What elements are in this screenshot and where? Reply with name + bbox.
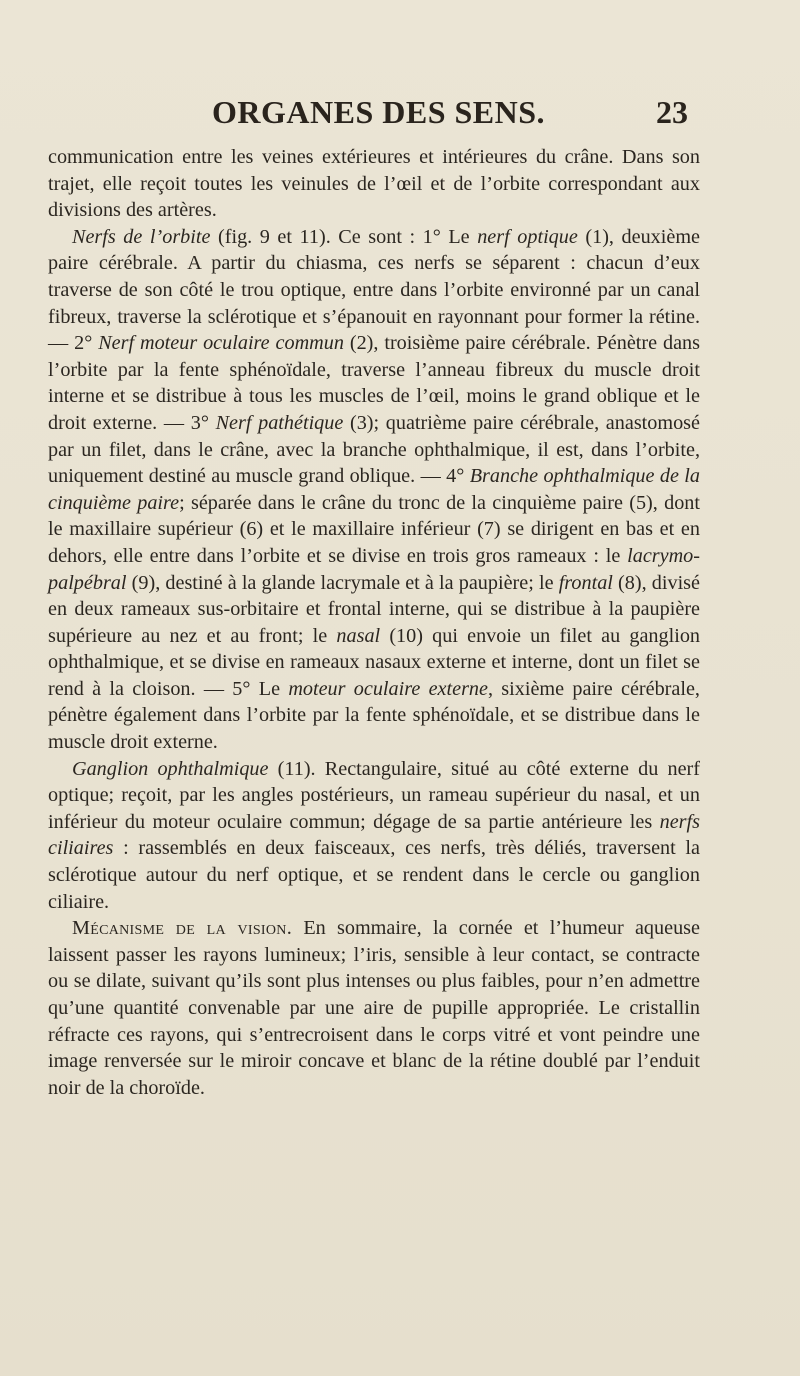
paragraph-mecanisme-de-la-vision bbox=[48, 915, 700, 1101]
page-number: 23 bbox=[656, 94, 688, 130]
italic-term: Ganglion ophthalmique bbox=[72, 757, 269, 780]
text-run: : rassemblés en deux faisceaux, ces nerfs, très déliés, traversent la sclérotique autour du nerf optique, et se rendent dans le cercle ou ganglion ciliaire. bbox=[48, 837, 700, 913]
section-heading: Mécanisme de la vision. bbox=[72, 917, 293, 940]
italic-term: nasal bbox=[336, 624, 381, 647]
text-run: (10) qui envoie un filet au ganglion ophthalmique, et se divise en rameaux nasaux externe et interne, dont un filet se rend à la cloison. — 5° Le bbox=[48, 624, 701, 700]
italic-term: Nerfs de l’orbite bbox=[72, 225, 211, 248]
italic-term: frontal bbox=[558, 571, 613, 594]
text-run: (1), deuxième paire cérébrale. A partir du chiasma, ces nerfs se séparent : chacun d’eux traverse de son côté le trou optique, entre dans l’orbite environné par un canal fibreux, traverse la sclérotique et s’épanouit en rayonnant pour former la rétine.— 2° bbox=[48, 225, 700, 355]
text-run: (11). Rectangulaire, situé au côté externe du nerf optique; reçoit, par les angles postérieurs, un rameau supérieur du nasal, et un inférieur du moteur oculaire commun; dégage de sa partie antérieure les bbox=[48, 757, 700, 833]
text-run: (3); quatrième paire cérébrale, anastomosé par un filet, dans le crâne, avec la branche ophthalmique, il est, dans l’orbite, uniquement destiné au muscle grand oblique. — 4° bbox=[48, 411, 700, 488]
text-run: (9), destiné à la glande lacrymale et à la paupière; le bbox=[126, 571, 559, 594]
text-run: En sommaire, la cornée et l’humeur aqueuse laissent passer les rayons lumineux; l’iris, sensible à leur contact, se contracte ou se dilate, suivant qu’ils sont plus intenses ou plus faibles, pour n’en admettre qu’une quantité convenable par une aire de pupille appropriée. Le cristallin réfracte ces rayons, qui s’entrecroisent dans le corps vitré et vont peindre une image renversée sur le miroir concave et blanc de la rétine doublé par l’enduit noir de la choroïde. bbox=[48, 917, 700, 1099]
text-run: (fig. 9 et 11). Ce sont : 1° Le bbox=[210, 225, 478, 248]
paragraph-ganglion-ophthalmique bbox=[48, 756, 700, 916]
paragraph-continuation bbox=[48, 144, 700, 224]
body-text bbox=[48, 144, 700, 1101]
text-run: communication entre les veines extérieures et intérieures du crâne. Dans son trajet, elle reçoit toutes les veinules de l’œil et de l’orbite correspondant aux divisions des artères. bbox=[48, 146, 700, 222]
text-run: (2), troisième paire cérébrale. Pénètre dans l’orbite par la fente sphénoïdale, traverse l’anneau fibreux du muscle droit interne et se distribue à tous les muscles de l’œil, moins le grand oblique et le droit externe. — 3° bbox=[48, 332, 700, 434]
italic-term: nerf optique bbox=[477, 225, 578, 248]
text-run: (8), divisé en deux rameaux sus-orbitaire et frontal interne, qui se distribue à la paupière supérieure au nez et au front; le bbox=[48, 571, 700, 647]
page-header bbox=[0, 94, 800, 134]
text-run: ; séparée dans le crâne du tronc de la cinquième paire (5), dont le maxillaire supérieur (6) et le maxillaire inférieur (7) se dirigent en bas et en dehors, elle entre dans l’orbite et se divise en trois gros rameaux : le bbox=[48, 491, 700, 567]
italic-term: Nerf moteur oculaire commun bbox=[98, 332, 344, 355]
running-title: ORGANES DES SENS. bbox=[212, 94, 546, 130]
italic-term: moteur oculaire externe bbox=[288, 677, 488, 700]
paragraph-nerfs-de-l-orbite bbox=[48, 224, 700, 756]
italic-term: Nerf pathétique bbox=[215, 411, 344, 434]
italic-term: Branche ophthalmique de la cinquième paire bbox=[48, 465, 700, 514]
text-run: , sixième paire cérébrale, pénètre également dans l’orbite par la fente sphénoïdale, et se distribue dans le muscle droit externe. bbox=[48, 677, 700, 754]
italic-term: nerfs ciliaires bbox=[48, 810, 700, 860]
italic-term: lacrymo-palpébral bbox=[48, 544, 700, 594]
